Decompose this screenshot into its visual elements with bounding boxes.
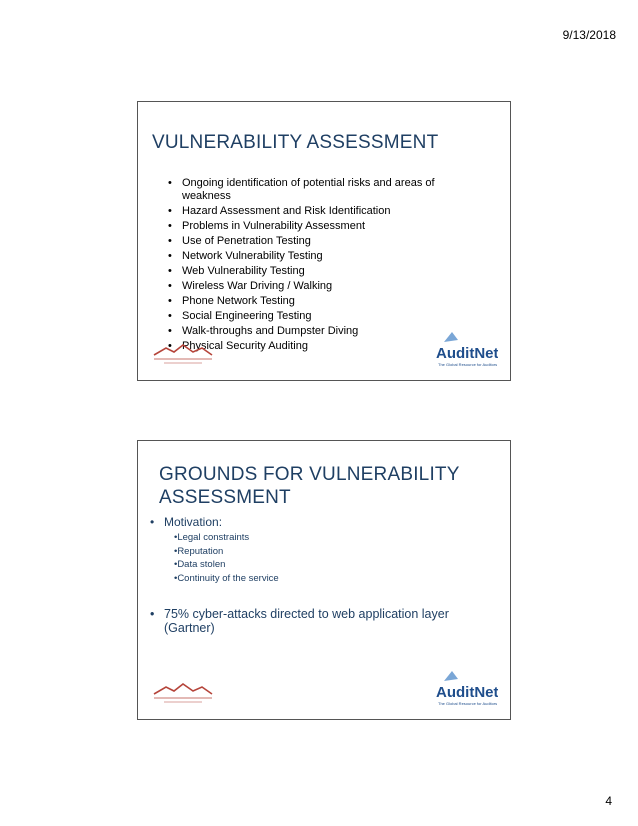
list-item: •Reputation [174, 545, 224, 557]
sub-bullet-list [174, 531, 279, 585]
list-item: •Legal constraints [174, 532, 250, 543]
slide-vulnerability-assessment [137, 101, 511, 381]
page-date: 9/13/2018 [562, 28, 616, 42]
motivation-bullet: • Motivation: [150, 515, 223, 529]
svg-text:AuditNet: AuditNet [436, 684, 498, 701]
list-item: • Use of Penetration Testing [166, 235, 466, 248]
slide-title: GROUNDS FOR VULNERABILITY ASSESSMENT [159, 464, 460, 508]
list-item: • Problems in Vulnerability Assessment [166, 220, 466, 233]
slide-title: VULNERABILITY ASSESSMENT [152, 132, 439, 153]
list-item: •Continuity of the service [174, 572, 279, 584]
statistic-bullet: • 75% cyber-attacks directed to web application layer (Gartner) [150, 607, 449, 635]
auditnet-logo [434, 667, 498, 711]
list-item: • Physical Security Auditing [166, 340, 466, 353]
auditnet-logo [434, 328, 498, 372]
list-item: • Web Vulnerability Testing [166, 265, 466, 278]
bullet-list [166, 177, 466, 355]
list-item: • Wireless War Driving / Walking [166, 280, 466, 293]
cascarino-logo [150, 342, 216, 366]
list-item: • Network Vulnerability Testing [166, 250, 466, 263]
svg-text:AuditNet: AuditNet [436, 345, 498, 362]
list-item: • Ongoing identification of potential risks and areas of weakness [166, 177, 466, 203]
list-item: • Social Engineering Testing [166, 310, 466, 323]
svg-text:The Global Resource for Audito: The Global Resource for Auditors [438, 701, 498, 706]
list-item: •Data stolen [174, 559, 226, 570]
slide-grounds-for-assessment [137, 440, 511, 720]
page-number: 4 [605, 794, 612, 808]
svg-text:The Global Resource for Audito: The Global Resource for Auditors [438, 362, 498, 367]
list-item: • Hazard Assessment and Risk Identification [166, 205, 466, 218]
list-item: • Phone Network Testing [166, 295, 466, 308]
list-item: • Walk-throughs and Dumpster Diving [166, 325, 466, 338]
cascarino-logo [150, 681, 216, 705]
